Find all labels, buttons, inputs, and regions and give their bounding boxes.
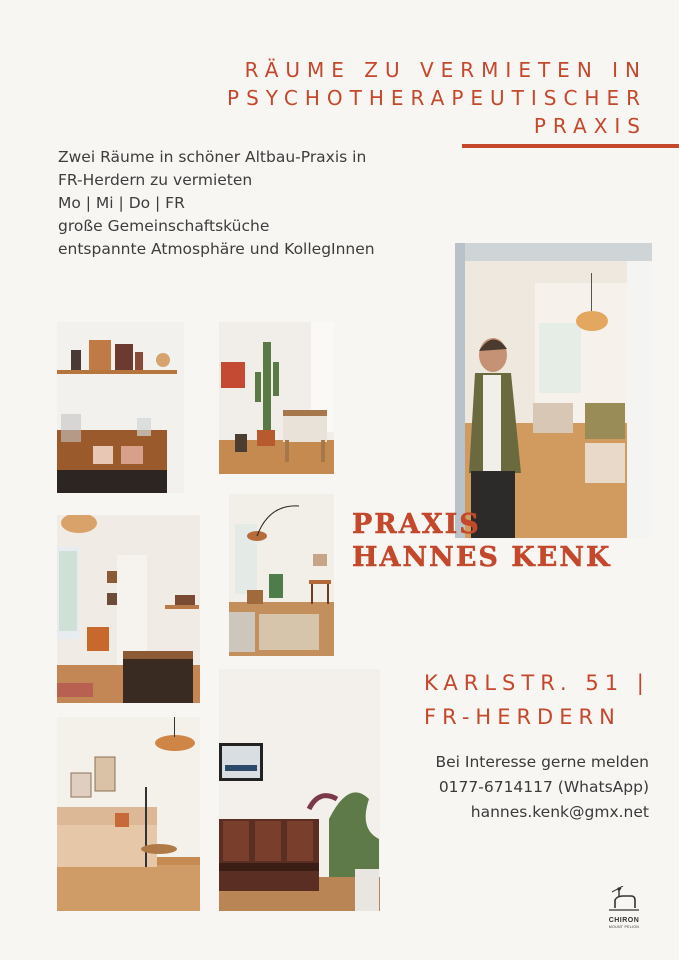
- title-underline: [462, 144, 679, 148]
- intro-text: [58, 146, 375, 261]
- sofa-corner-photo: [57, 717, 200, 911]
- practice-name: [352, 508, 612, 574]
- therapist-portrait-photo: [455, 243, 652, 538]
- logo-subtitle: MOUNT PELION: [608, 925, 640, 929]
- email-address: hannes.kenk@gmx.net: [470, 803, 649, 821]
- contact-info: [436, 750, 650, 825]
- address-line-1: KARLSTR. 51 |: [424, 671, 650, 695]
- title-line-2: PSYCHOTHERAPEUTISCHER: [227, 86, 647, 110]
- room-with-desk-photo: [229, 494, 334, 656]
- practice-name-line-1: PRAXIS: [352, 509, 481, 540]
- cactus-and-chair-photo: [219, 322, 334, 474]
- vintage-seats-photo: [219, 669, 380, 911]
- title-line-1: RÄUME ZU VERMIETEN IN: [244, 58, 647, 82]
- centaur-icon: [607, 886, 641, 912]
- address: [424, 666, 650, 734]
- contact-note: Bei Interesse gerne melden: [435, 753, 649, 771]
- desk-with-books-photo: [57, 322, 184, 493]
- intro-line: FR-Herdern zu vermieten: [58, 171, 253, 189]
- title-line-3: PRAXIS: [533, 114, 647, 138]
- intro-line: große Gemeinschaftsküche: [58, 217, 270, 235]
- phone-number: 0177-6714117 (WhatsApp): [438, 778, 649, 796]
- intro-line: Zwei Räume in schöner Altbau-Praxis in: [58, 148, 367, 166]
- chiron-logo: [604, 886, 644, 929]
- address-line-2: FR-HERDERN: [424, 705, 621, 729]
- room-with-lamp-photo: [57, 515, 200, 703]
- logo-name: CHIRON: [608, 917, 640, 924]
- intro-line: Mo | Mi | Do | FR: [58, 194, 185, 212]
- intro-line: entspannte Atmosphäre und KollegInnen: [58, 240, 375, 258]
- practice-name-line-2: HANNES KENK: [352, 542, 612, 573]
- page-title: [227, 56, 647, 140]
